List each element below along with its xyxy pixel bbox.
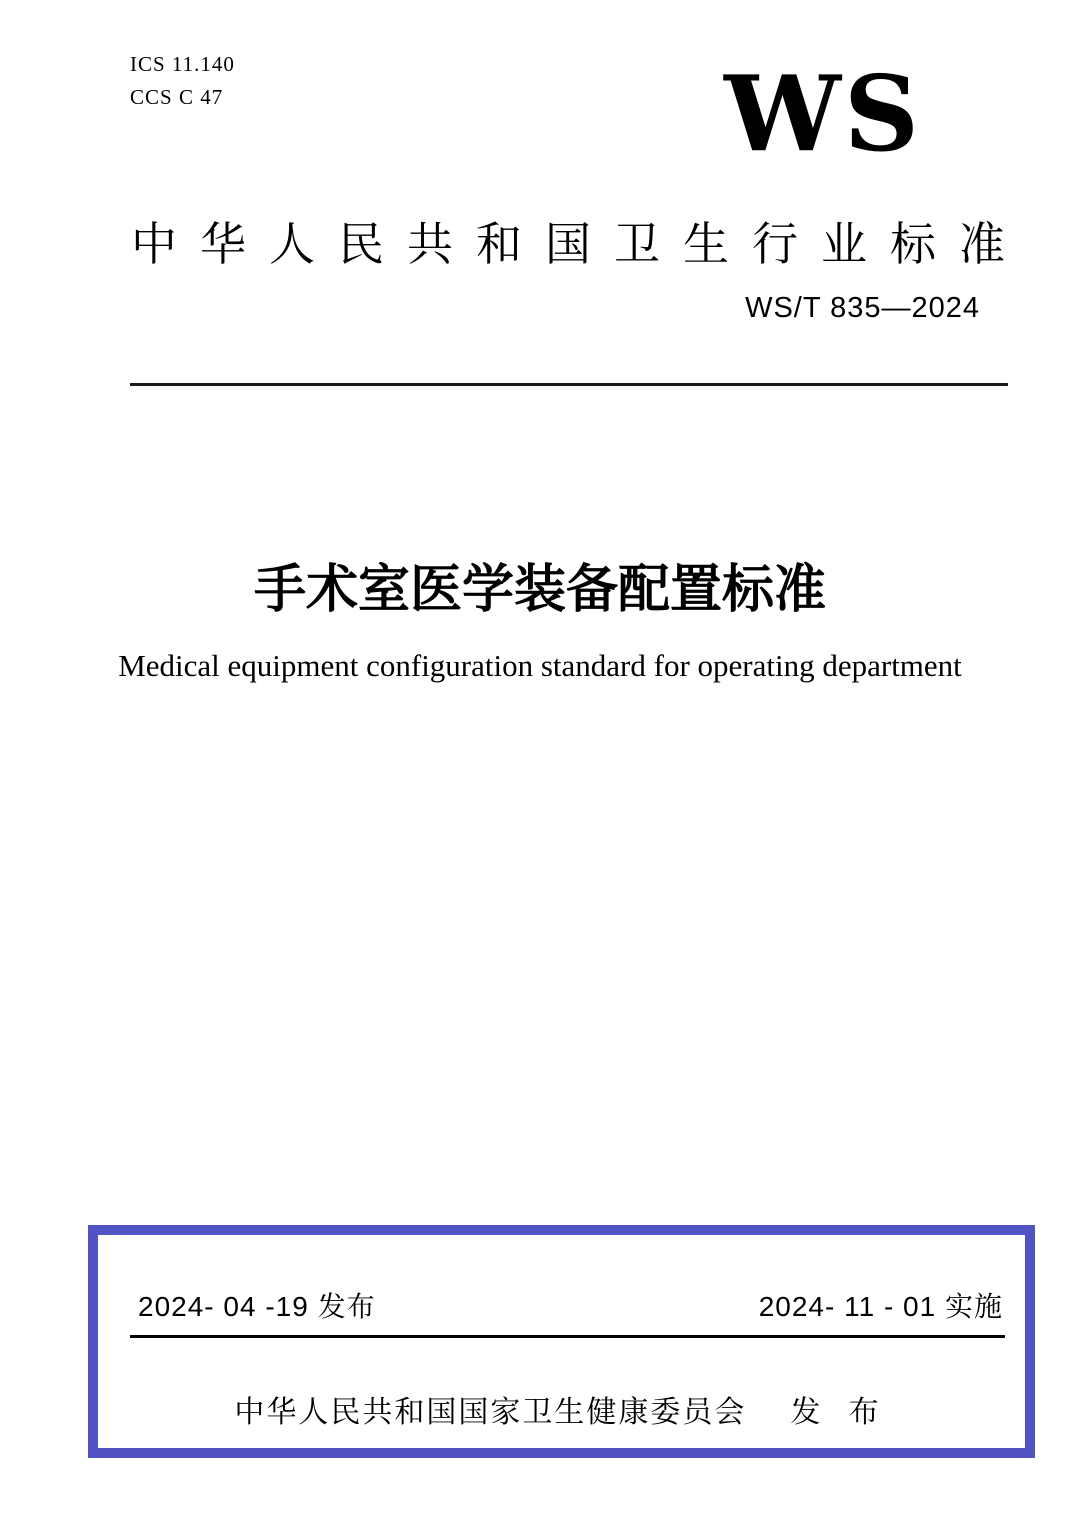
publisher-name: 中华人民共和国国家卫生健康委员会 (234, 1396, 747, 1429)
ccs-code: CCS C 47 (130, 84, 224, 109)
header-divider-rule (130, 383, 1008, 386)
implementation-date (759, 1285, 1003, 1325)
standard-category-title: 中华人民共和国卫生行业标准 (131, 218, 1028, 270)
issue-date-label: 发布 (317, 1291, 376, 1322)
issue-date-value: 2024- 04 -19 (138, 1291, 309, 1322)
publisher-row (98, 1387, 1025, 1431)
date-row (130, 1285, 1005, 1338)
classification-codes (130, 48, 235, 113)
implementation-date-value: 2024- 11 - 01 (758, 1291, 937, 1322)
standard-number: WS/T 835—2024 (745, 292, 980, 324)
document-title-zh: 手术室医学装备配置标准 (253, 561, 826, 619)
document-title-en: Medical equipment configuration standard for operating department (118, 648, 962, 683)
publish-action-label: 发 布 (790, 1396, 889, 1429)
ics-code: ICS 11.140 (130, 52, 235, 76)
approval-box (88, 1225, 1035, 1458)
implementation-date-label: 实施 (944, 1291, 1003, 1322)
issue-date (138, 1285, 376, 1325)
ws-logo: WS (724, 52, 922, 175)
